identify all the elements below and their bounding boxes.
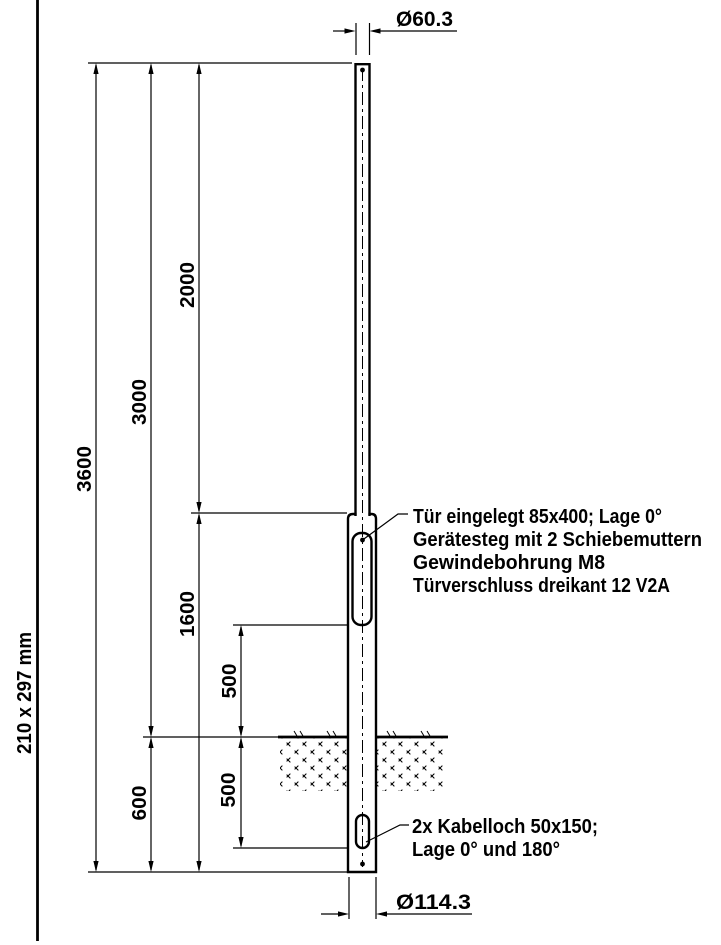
arrowhead: [148, 726, 153, 737]
arrowhead: [148, 861, 153, 872]
centerline-top-dot: [360, 68, 365, 73]
arrowhead: [238, 737, 243, 748]
dim-label-top-section: 2000: [177, 263, 199, 308]
dim-600: [129, 737, 154, 872]
arrowhead: [93, 63, 98, 74]
arrowhead: [148, 737, 153, 748]
dim-bottom-diameter: [321, 877, 472, 919]
soil-hatch-left: [280, 738, 349, 791]
dim-3000: [129, 63, 154, 737]
dim-label-base-section: 1600: [177, 592, 199, 637]
arrowhead: [196, 861, 201, 872]
arrowhead: [238, 837, 243, 848]
arrowhead: [93, 861, 98, 872]
dim-2000: [177, 63, 202, 513]
dim-top-diameter: [333, 8, 457, 55]
dim-1600: [177, 513, 202, 872]
arrowhead: [148, 63, 153, 74]
cable-annotation: [366, 816, 598, 861]
arrowhead: [196, 63, 201, 74]
door-note-line2: Gerätesteg mit 2 Schiebemuttern: [413, 529, 702, 551]
arrowhead: [196, 513, 201, 524]
soil-hatch-right: [377, 738, 446, 791]
cable-note-line1: 2x Kabelloch 50x150;: [412, 816, 598, 838]
pole-body: [348, 64, 376, 872]
dim-500-upper: [219, 625, 244, 737]
dim-label-door-to-ground: 500: [219, 665, 241, 699]
arrowhead: [376, 911, 387, 916]
dim-label-top-diameter: Ø60.3: [396, 8, 453, 31]
arrowhead: [196, 502, 201, 513]
sheet-format-label: 210 x 297 mm: [14, 623, 36, 754]
dim-label-burial-depth: 600: [129, 787, 151, 821]
cable-note-line2: Lage 0° und 180°: [412, 839, 560, 861]
dim-label-total-length: 3600: [74, 447, 96, 492]
door-note-line4: Türverschluss dreikant 12 V2A: [413, 575, 670, 597]
dim-label-above-ground: 3000: [129, 380, 151, 425]
cable-leader-line: [366, 825, 409, 842]
door-annotation: [363, 506, 703, 597]
dim-500-lower: [218, 737, 244, 848]
dim-label-ground-to-cable-hole: 500: [218, 774, 240, 808]
arrowhead: [338, 911, 349, 916]
door-note-line3: Gewindebohrung M8: [413, 552, 605, 574]
arrowhead: [238, 726, 243, 737]
arrowhead: [370, 28, 381, 33]
door-note-line1: Tür eingelegt 85x400; Lage 0°: [413, 506, 662, 528]
dim-label-bottom-diameter: Ø114.3: [396, 891, 471, 914]
centerline-bottom-dot: [360, 862, 365, 867]
arrowhead: [345, 28, 356, 33]
dim-3600: [74, 63, 99, 872]
arrowhead: [238, 625, 243, 636]
